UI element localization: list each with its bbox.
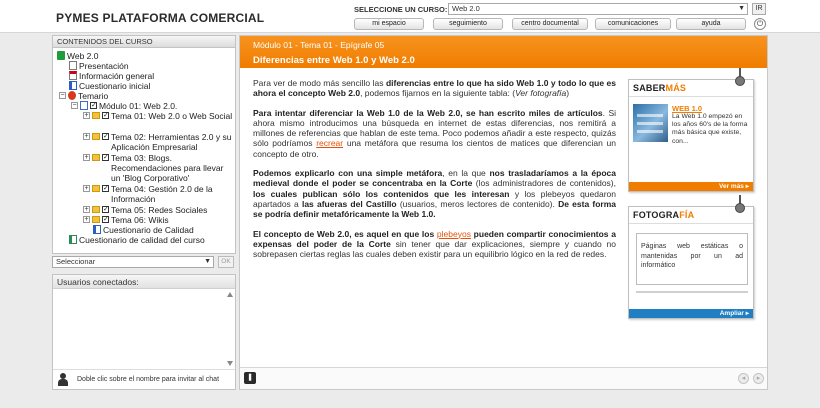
checkbox-icon[interactable]: ✓ xyxy=(103,112,109,119)
checkbox-icon[interactable]: ✓ xyxy=(103,206,109,213)
tree-item-tema6[interactable]: + ✓ Tema 06: Wikis xyxy=(84,215,169,225)
prev-page-icon[interactable]: ◂ xyxy=(738,373,749,384)
collapse-icon[interactable]: − xyxy=(60,92,65,99)
fotografia-text: Páginas web estáticas o mantenidas por un ad informático xyxy=(641,243,743,269)
tree-item-cuestionario-calidad[interactable]: Cuestionario de Calidad xyxy=(93,225,194,235)
pin-icon xyxy=(735,195,745,213)
power-icon[interactable]: ⏻ xyxy=(754,18,766,30)
module-icon xyxy=(80,101,88,110)
panel-title: CONTENIDOS DEL CURSO xyxy=(53,36,235,48)
page-title: Diferencias entre Web 1.0 y Web 2.0 xyxy=(253,55,415,66)
go-button[interactable]: IR xyxy=(752,3,766,15)
tree-item-cuestionario-curso[interactable]: Cuestionario de calidad del curso xyxy=(69,235,205,245)
nav-ayuda-button[interactable]: ayuda xyxy=(676,18,746,30)
book-icon xyxy=(57,51,65,60)
paragraph-4: El concepto de Web 2.0, es aquel en que los plebeyos pueden compartir conocimientos a expensas del poder de la Corte sin tener que dar explicaciones, siempre y cuando no sobrepasen ciertas reglas las cuales deben existir para un equilibrio lógico en la red de redes. xyxy=(253,228,616,260)
top-header xyxy=(0,0,820,33)
pin-icon xyxy=(735,68,745,86)
fotografia-card[interactable] xyxy=(636,233,748,285)
ver-fotografia-link[interactable]: Ver fotografía xyxy=(515,88,567,99)
tree-item-cuestionario-inicial[interactable]: Cuestionario inicial xyxy=(69,81,150,91)
questionnaire-icon xyxy=(69,81,77,90)
expand-icon[interactable]: + xyxy=(84,112,89,119)
nav-centro-documental-button[interactable]: centro documental xyxy=(512,18,588,30)
folder-icon xyxy=(92,216,100,223)
content-footer xyxy=(240,367,767,389)
tree-item-info[interactable]: Información general xyxy=(69,71,154,81)
nav-mi-espacio-button[interactable]: mi espacio xyxy=(354,18,424,30)
expand-icon[interactable]: + xyxy=(84,133,89,140)
course-select-value: Web 2.0 xyxy=(452,4,480,13)
next-page-icon[interactable]: ▸ xyxy=(753,373,764,384)
paragraph-3: Podemos explicarlo con una simple metáfora, en la que nos trasladaríamos a la época medieval donde el poder se concentraba en la Corte (los administradores de contenidos), los cuales publican sólo los contenidos que les interesan y los plebeyos quedaron apartados a las afueras del Castillo (usuarios, meros lectores de contenido). De esta forma se podría definir metafóricamente la Web 1.0. xyxy=(253,168,617,220)
nav-seguimiento-button[interactable]: seguimiento xyxy=(433,18,503,30)
tree-item-temario[interactable]: − Temario xyxy=(60,91,109,101)
chat-hint: Doble clic sobre el nombre para invitar al chat xyxy=(77,376,220,383)
user-select-row xyxy=(52,256,236,269)
expand-icon[interactable]: + xyxy=(84,185,89,192)
tree-item-modulo[interactable]: − ✓ Módulo 01: Web 2.0. xyxy=(72,101,178,111)
questionnaire-icon xyxy=(93,225,101,234)
course-contents-panel xyxy=(52,35,236,254)
article-body xyxy=(253,78,616,268)
ampliar-button[interactable]: Ampliar ▸ xyxy=(629,309,753,318)
divider xyxy=(636,287,748,293)
folder-icon xyxy=(92,206,100,213)
user-icon xyxy=(58,373,68,387)
ver-mas-button[interactable]: Ver más ▸ xyxy=(629,182,753,191)
folder-icon xyxy=(92,112,100,119)
folder-icon xyxy=(92,133,100,140)
users-hint-row xyxy=(53,369,235,389)
syllabus-icon xyxy=(68,91,76,100)
recrear-link[interactable]: recrear xyxy=(316,138,344,149)
connected-users-panel xyxy=(52,274,236,390)
fotografia-box xyxy=(628,206,754,319)
saber-mas-item-title[interactable]: WEB 1.0 xyxy=(672,104,703,113)
saber-mas-box xyxy=(628,79,754,192)
document-icon xyxy=(69,61,77,70)
checkbox-icon[interactable]: ✓ xyxy=(103,185,109,192)
web-thumbnail-image[interactable] xyxy=(633,104,668,142)
bookmark-icon[interactable]: ❚ xyxy=(244,372,256,384)
folder-icon xyxy=(92,185,100,192)
plebeyos-link[interactable]: plebeyos xyxy=(436,228,471,239)
course-tree xyxy=(53,48,235,253)
collapse-icon[interactable]: − xyxy=(72,102,77,109)
paragraph-1: Para ver de modo más sencillo las diferencias entre lo que ha sido Web 1.0 y todo lo que es ahora el concepto Web 2.0, podemos fijarnos en la siguiente tabla: (Ver fotografía) xyxy=(253,78,616,99)
saber-mas-item-text: La Web 1.0 empezó en los años 60's de la forma más básica que existe, con... xyxy=(672,113,748,145)
saber-mas-header: SABERMÁS xyxy=(629,80,753,97)
questionnaire-icon xyxy=(69,235,77,244)
tree-item-tema4[interactable]: + ✓ Tema 04: Gestión 2.0 de la Información xyxy=(84,184,213,204)
chevron-down-icon: ▼ xyxy=(204,258,211,265)
expand-icon[interactable]: + xyxy=(84,216,89,223)
expand-icon[interactable]: + xyxy=(84,206,89,213)
pdf-icon xyxy=(69,71,77,80)
brand-title: PYMES PLATAFORMA COMERCIAL xyxy=(56,11,265,25)
tree-item-presentacion[interactable]: Presentación xyxy=(69,61,129,71)
users-title: Usuarios conectados: xyxy=(53,275,235,289)
fotografia-header: FOTOGRAFÍA xyxy=(629,207,753,224)
nav-comunicaciones-button[interactable]: comunicaciones xyxy=(595,18,671,30)
breadcrumb: Módulo 01 - Tema 01 - Epígrafe 05 xyxy=(253,40,385,50)
tree-item-root[interactable]: Web 2.0 xyxy=(57,51,99,61)
course-select-label: SELECCIONE UN CURSO: xyxy=(354,5,448,14)
users-list[interactable] xyxy=(53,289,235,369)
paragraph-2: Para intentar diferenciar la Web 1.0 de la Web 2.0, se han escrito miles de artículos. Si ahora mismo introducimos una búsqueda en internet de estas diferencias, nos remitirá a millones de referencias que hablan de este tema. Poco podemos añadir a este respecto, quizás sólo podríamos recrear una metáfora que resuma los cientos de matices que diferencian un concepto de otro. xyxy=(253,107,617,159)
tree-item-tema3[interactable]: + ✓ Tema 03: Blogs. Recomendaciones para llevar un 'Blog Corporativo' xyxy=(84,153,224,183)
tree-item-tema1[interactable]: + ✓ Tema 01: Web 2.0 o Web Social xyxy=(84,111,233,121)
checkbox-icon[interactable]: ✓ xyxy=(103,133,109,140)
expand-icon[interactable]: + xyxy=(84,154,89,161)
user-select[interactable]: Seleccionar ▼ xyxy=(52,256,214,268)
chevron-down-icon: ▼ xyxy=(738,5,745,12)
course-select[interactable] xyxy=(448,3,748,15)
content-header xyxy=(240,36,767,68)
tree-item-tema2[interactable]: + ✓ Tema 02: Herramientas 2.0 y su Aplicación Empresarial xyxy=(84,132,232,152)
ok-button[interactable]: OK xyxy=(218,256,234,268)
checkbox-icon[interactable]: ✓ xyxy=(91,102,97,109)
folder-icon xyxy=(92,154,100,161)
scrollbar[interactable] xyxy=(226,291,234,367)
checkbox-icon[interactable]: ✓ xyxy=(103,216,109,223)
checkbox-icon[interactable]: ✓ xyxy=(103,154,109,161)
tree-item-tema5[interactable]: + ✓ Tema 05: Redes Sociales xyxy=(84,205,208,215)
